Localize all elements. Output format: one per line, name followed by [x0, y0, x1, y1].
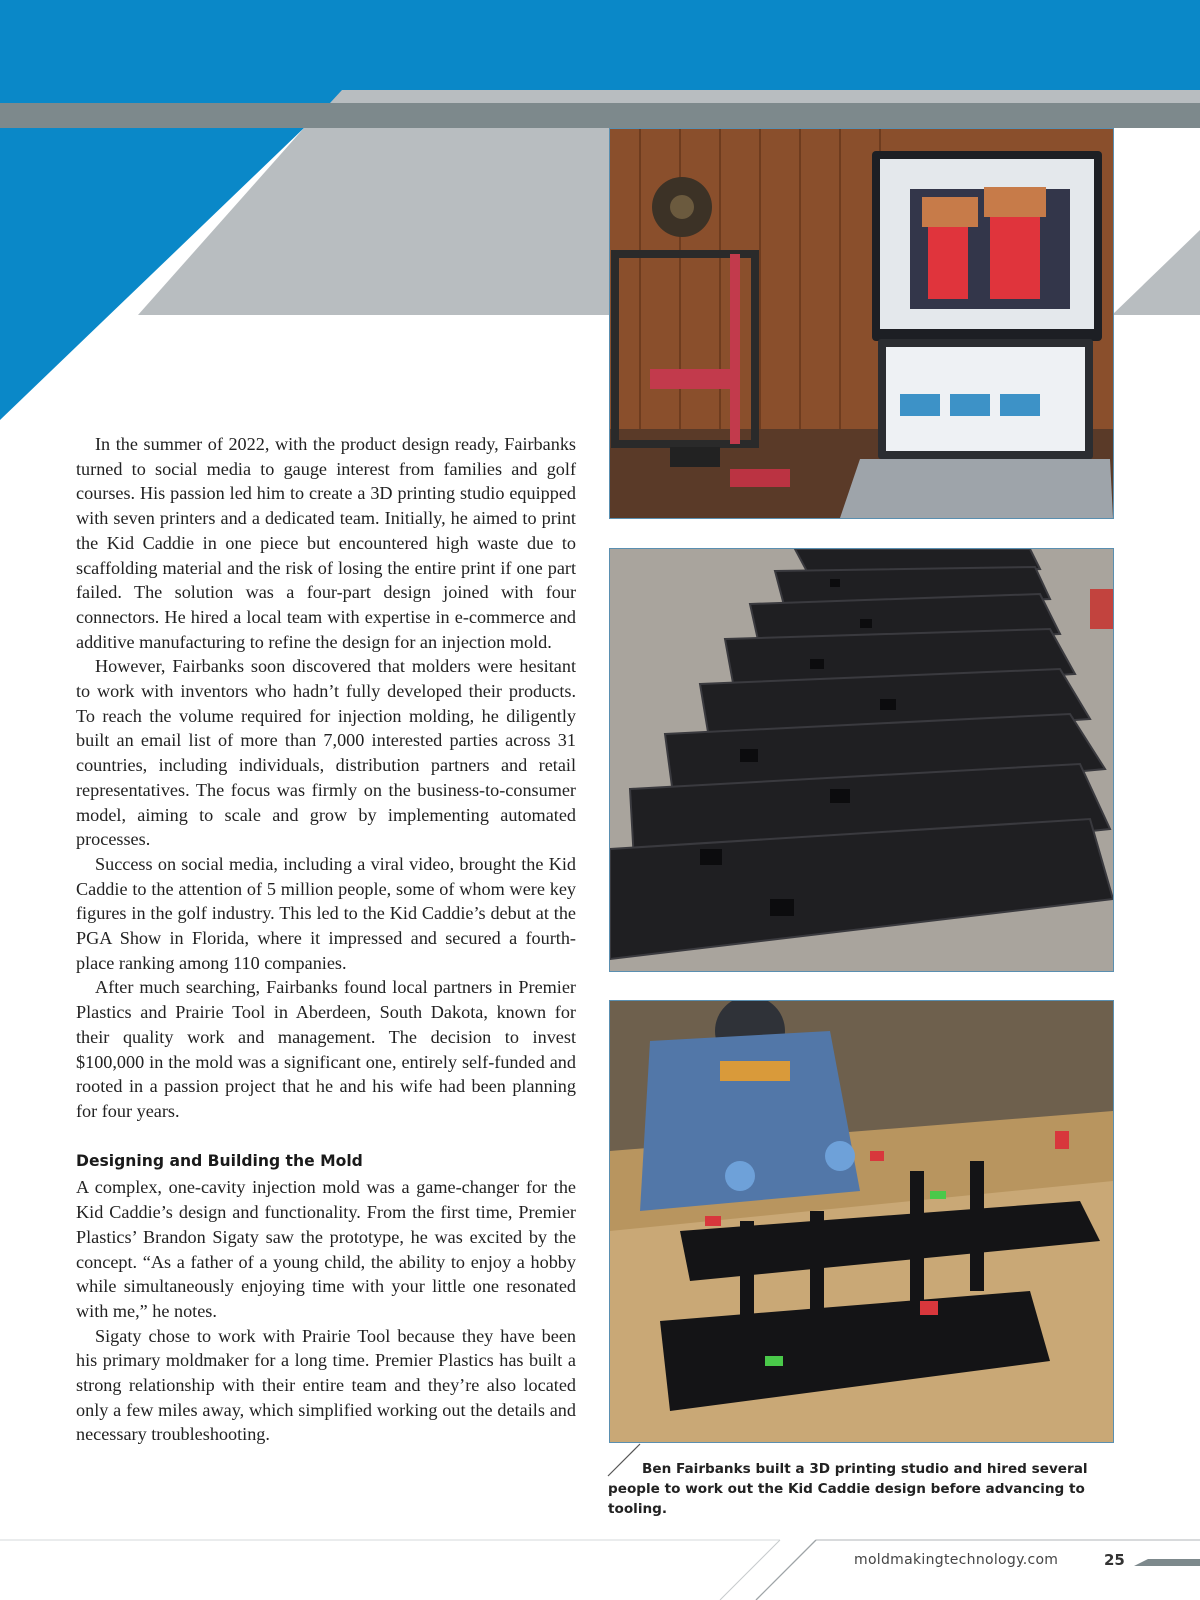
- gray-trapezoid-right: [1112, 230, 1200, 315]
- article-paragraph: Sigaty chose to work with Prairie Tool because they have been his primary moldmaker for a long time. Premier Plastics has built a strong relationship with their entire team and they’re also located only a few miles away, which simplified working out the details and necessary troubleshooting.: [76, 1325, 576, 1445]
- footer-website: moldmakingtechnology.com: [854, 1552, 1059, 1568]
- article-paragraph: After much searching, Fairbanks found local partners in Premier Plastics and Prairie Tool in Aberdeen, South Dakota, known for their quality work and management. The decision to invest $100,000 in the mold was a significant one, entirely self-funded and rooted in a passion project that he and his wife had been planning for four years.: [76, 977, 576, 1121]
- footer-diagonal-1: [720, 1540, 780, 1600]
- top-blue-band: [0, 0, 1200, 103]
- caption-text: Ben Fairbanks built a 3D printing studio and hired several people to work out the Kid Caddie design before advancing to tooling.: [608, 1461, 1088, 1517]
- 3d-printing-studio-photo-icon: [610, 129, 1113, 518]
- article-paragraph: Success on social media, including a viral video, brought the Kid Caddie to the attention of 5 million people, some of whom were key figures in the golf industry. This led to the Kid Caddie’s debut at the PGA Show in Florida, where it impressed and secured a fourth-place ranking among 110 companies.: [76, 853, 576, 973]
- photo-caption: [608, 1459, 1118, 1519]
- footer-diagonal-2: [756, 1540, 816, 1600]
- printed-parts-photo-icon: [610, 549, 1113, 971]
- light-stripe: [330, 90, 1200, 103]
- article-paragraph: In the summer of 2022, with the product design ready, Fairbanks turned to social media to gauge interest from families and golf courses. His passion led him to create a 3D printing studio equipped with seven printers and a dedicated team. Initially, he aimed to print the Kid Caddie in one piece but encountered high waste due to scaffolding material and the risk of losing the entire print if one part failed. The solution was a four-part design joined with four connectors. He hired a local team with expertise in e-commerce and additive manufacturing to refine the design for an injection mold.: [76, 434, 576, 652]
- assembly-photo-icon: [610, 1001, 1113, 1442]
- article-paragraph: A complex, one-cavity injection mold was a game-changer for the Kid Caddie’s design and functionality. From the first time, Premier Plastics’ Brandon Sigaty saw the prototype, he was excited by the concept. “As a father of a young child, the ability to enjoy a hobby while simultaneously enjoying time with your little one resonated with me,” he notes.: [76, 1177, 576, 1321]
- photo-printed-parts: [609, 548, 1114, 972]
- page-number: 25: [1104, 1551, 1125, 1569]
- article-paragraph: However, Fairbanks soon discovered that molders were hesitant to work with inventors who hadn’t fully developed their products. To reach the volume required for injection molding, he diligently built an email list of more than 7,000 interested parties across 31 countries, including individuals, distribution partners and retail representatives. The focus was firmly on the business-to-consumer model, aiming to scale and grow by implementing automated processes.: [76, 656, 576, 850]
- gray-band: [0, 103, 1200, 128]
- photo-3d-printing-studio: [609, 128, 1114, 519]
- section-heading: Designing and Building the Mold: [76, 1151, 363, 1170]
- article-body: [76, 432, 576, 1447]
- footer-page-tab: [1134, 1559, 1200, 1566]
- photo-assembly: [609, 1000, 1114, 1443]
